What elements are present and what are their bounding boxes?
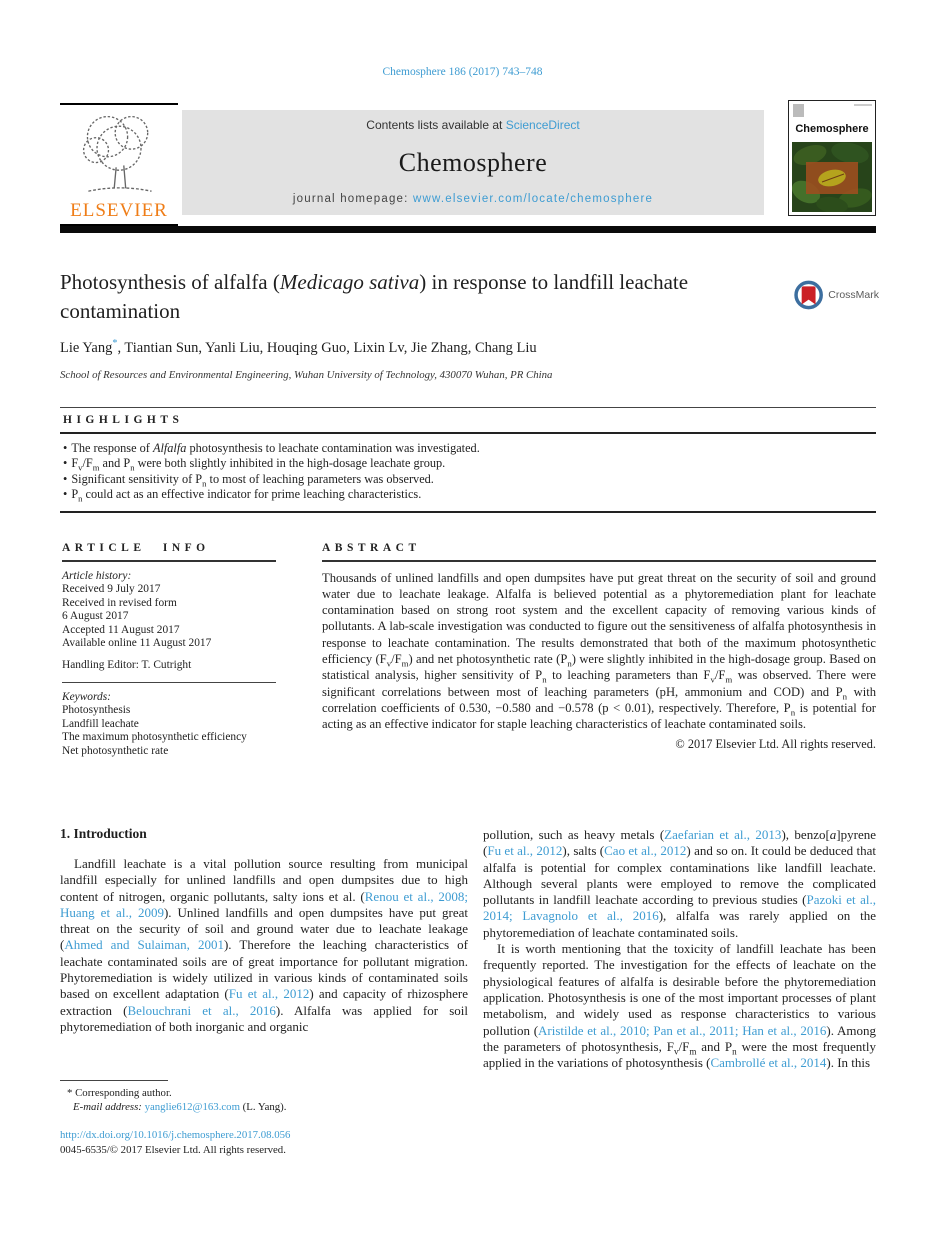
crossmark-icon [793, 277, 824, 313]
footnote-rule [60, 1080, 168, 1081]
article-history-block [62, 570, 276, 759]
cover-leaf-artwork [792, 142, 872, 212]
elsevier-tree-icon [60, 105, 178, 199]
crossmark-label: CrossMark [828, 289, 879, 301]
ref-ahmed-sulaiman[interactable]: Ahmed and Sulaiman, 2001 [64, 937, 224, 953]
handling-editor-line: Handling Editor: T. Cutright [62, 659, 192, 672]
abstract-heading: ABSTRACT [322, 542, 421, 554]
divider [322, 560, 876, 562]
highlights-section [60, 407, 876, 513]
article-history-label: Article history: [62, 569, 132, 582]
abstract-section [322, 542, 876, 752]
history-line: 6 August 2017 [62, 610, 129, 623]
ref-fu-2012[interactable]: Fu et al., 2012 [487, 843, 563, 859]
contents-line [366, 118, 579, 132]
homepage-link[interactable]: www.elsevier.com/locate/chemosphere [412, 193, 654, 205]
keywords-label: Keywords: [62, 690, 111, 703]
ref-cambrolle-2014[interactable]: Cambrollé et al., 2014 [710, 1055, 827, 1071]
divider [62, 560, 276, 562]
highlight-item: • Significant sensitivity of $P_n$ to most of leaching parameters was observed. [63, 472, 876, 487]
section-heading-introduction: 1. Introduction [60, 826, 147, 841]
highlights-heading: HIGHLIGHTS [63, 414, 184, 426]
article-info-heading: ARTICLE INFO [62, 542, 210, 554]
affiliation-line: School of Resources and Environmental Engineering, Wuhan University of Technology, 430070 Wuhan, PR China [60, 369, 553, 381]
corresponding-author-asterisk[interactable]: * [112, 338, 118, 350]
bottom-identifiers [60, 1128, 290, 1157]
keyword: Net photosynthetic rate [62, 745, 169, 758]
crossmark-badge[interactable] [793, 276, 879, 314]
ref-renou-huang[interactable]: Renou et al., 2008; Huang et al., 2009 [60, 888, 468, 920]
footnote-block [60, 1080, 360, 1114]
highlight-item: • $F_v/F_m$ and $P_n$ were both slightly inhibited in the high-dosage leachate group. [63, 456, 876, 471]
header-divider-bar [60, 226, 876, 233]
cover-publisher-mark-icon [793, 104, 804, 117]
article-title: Photosynthesis of alfalfa (Medicago sativa) in response to landfill leachate contamination [60, 270, 689, 323]
ref-belouchrani-2016[interactable]: Belouchrani et al., 2016 [127, 1002, 276, 1018]
divider [60, 432, 876, 434]
abstract-body: Thousands of unlined landfills and open dumpsites have put great threat on the security of soil and ground water due to leachate leakage. Alfalfa is believed potential as a phytoremediation plant for leachate contamination based on strong root system and the excellent capacity of removing various kinds of pollutants. A lab-scale investigation was conducted to figure out the sensitiveness of alfalfa photosynthesis in response to leachate contamination. The results demonstrated that both of the maximum photosynthetic efficiency $(F_v/F_m)$ and net photosynthetic rate $(P_n)$ were slightly inhibited in the high-dosage group. Based on statistical analysis, higher sensitivity of $P_n$ to leaching parameters than $F_v/F_m$ was observed. There were significant correlations between most of leaching parameters (pH, ammonium and COD) and $P_n$ with correlation coefficients of 0.530, −0.580 and −0.578 (p < 0.01), respectively. Therefore, $P_n$ is potential for acting as an effective indicator for staple leaching characteristics of leachate contaminated soils. [322, 570, 876, 732]
elsevier-wordmark: ELSEVIER [70, 200, 168, 221]
cover-journal-title: Chemosphere [795, 123, 869, 135]
intro-paragraph: pollution, such as heavy metals (Zaefarian et al., 2013), benzo[a]pyrene (Fu et al., 2012), salts (Cao et al., 2012) and so on. It could be deduced that alfalfa is potential for complex contaminations like landfill leachate. Although several plants were employed to remove the complicated pollutants in landfill leachate according to previous studies (Pazoki et al., 2014; Lavagnolo et al., 2016), alfalfa was rarely applied on the phytoremediation of leachate contaminated soils. [483, 827, 876, 940]
homepage-line [293, 193, 653, 205]
contents-line-prefix: Contents lists available at [366, 118, 506, 132]
highlights-list [63, 441, 876, 503]
intro-right-column [483, 827, 876, 1071]
doi-link[interactable]: http://dx.doi.org/10.1016/j.chemosphere.2017.08.056 [60, 1129, 291, 1141]
intro-paragraph: Landfill leachate is a vital pollution source resulting from municipal landfill especially for unlined landfills and open dumpsites due to high content of nitrogen, organic pollutants, salty ions et al. (Renou et al., 2008; Huang et al., 2009). Unlined landfills and open dumpsites have put great threat on the security of soil and ground water due to leachate leakage (Ahmed and Sulaiman, 2001). Therefore the leaching characteristics of leachate contaminated soils are of great importance for pollutant migration. Phytoremediation is widely utilized in various kinds of contaminated soils based on excellent adaptation (Fu et al., 2012) and capacity of rhizosphere extraction (Belouchrani et al., 2016). Alfalfa was applied for soil phytoremediation of both inorganic and organic [60, 856, 469, 1034]
issn-copyright-line: 0045-6535/© 2017 Elsevier Ltd. All rights reserved. [60, 1143, 286, 1156]
elsevier-logo[interactable] [60, 103, 178, 226]
corresponding-email-line: E-mail address: yanglie612@163.com (L. Yang). [73, 1100, 287, 1113]
intro-left-column [60, 856, 468, 1035]
sciencedirect-link[interactable]: ScienceDirect [505, 118, 580, 132]
divider [60, 511, 876, 513]
journal-title: Chemosphere [398, 147, 548, 177]
history-line: Received in revised form [62, 596, 177, 609]
keyword: The maximum photosynthetic efficiency [62, 731, 247, 744]
ref-aristilde-pan-han[interactable]: Aristilde et al., 2010; Pan et al., 2011; Han et al., 2016 [538, 1022, 827, 1038]
history-line: Available online 11 August 2017 [62, 637, 212, 650]
divider [60, 407, 876, 408]
history-line: Accepted 11 August 2017 [62, 623, 180, 636]
ref-zaefarian-2013[interactable]: Zaefarian et al., 2013 [664, 827, 782, 842]
highlight-item: • $P_n$ could act as an effective indicator for prime leaching characteristics. [63, 487, 876, 502]
ref-fu-2012[interactable]: Fu et al., 2012 [228, 986, 310, 1002]
journal-banner [182, 110, 764, 215]
copyright-line: © 2017 Elsevier Ltd. All rights reserved. [675, 737, 876, 752]
divider [62, 682, 276, 683]
keyword: Landfill leachate [62, 717, 139, 730]
corresponding-email-link[interactable]: yanglie612@163.com [144, 1100, 240, 1113]
article-info-section [62, 542, 276, 759]
history-line: Received 9 July 2017 [62, 583, 161, 596]
ref-pazoki-lavagnolo[interactable]: Pazoki et al., 2014; Lavagnolo et al., 2016 [483, 892, 876, 924]
journal-cover-thumbnail[interactable] [788, 100, 876, 216]
running-head-citation[interactable]: Chemosphere 186 (2017) 743–748 [382, 66, 543, 78]
highlight-item: • The response of Alfalfa photosynthesis to leachate contamination was investigated. [63, 441, 876, 456]
homepage-prefix: journal homepage: [292, 193, 413, 205]
corresponding-author-note: * Corresponding author. [67, 1087, 172, 1099]
cover-issn-microtext [854, 104, 872, 106]
ref-cao-2012[interactable]: Cao et al., 2012 [604, 843, 687, 859]
keyword: Photosynthesis [62, 704, 131, 717]
intro-paragraph: It is worth mentioning that the toxicity of landfill leachate has been frequently reported. The investigation for the effects of leachate on the physiological features of alfalfa is desirable before the phytoremediation application. Photosynthesis is one of the most important processes of plant metabolism, and widely used as response characteristics to various pollution (Aristilde et al., 2010; Pan et al., 2011; Han et al., 2016). Among the parameters of photosynthesis, $F_v/F_m$ and $P_n$ were the most frequently applied in the variations of photosynthesis (Cambrollé et al., 2014). In this [483, 941, 877, 1071]
authors-line: Lie Yang*, Tiantian Sun, Yanli Liu, Houqing Guo, Lixin Lv, Jie Zhang, Chang Liu [60, 338, 537, 356]
